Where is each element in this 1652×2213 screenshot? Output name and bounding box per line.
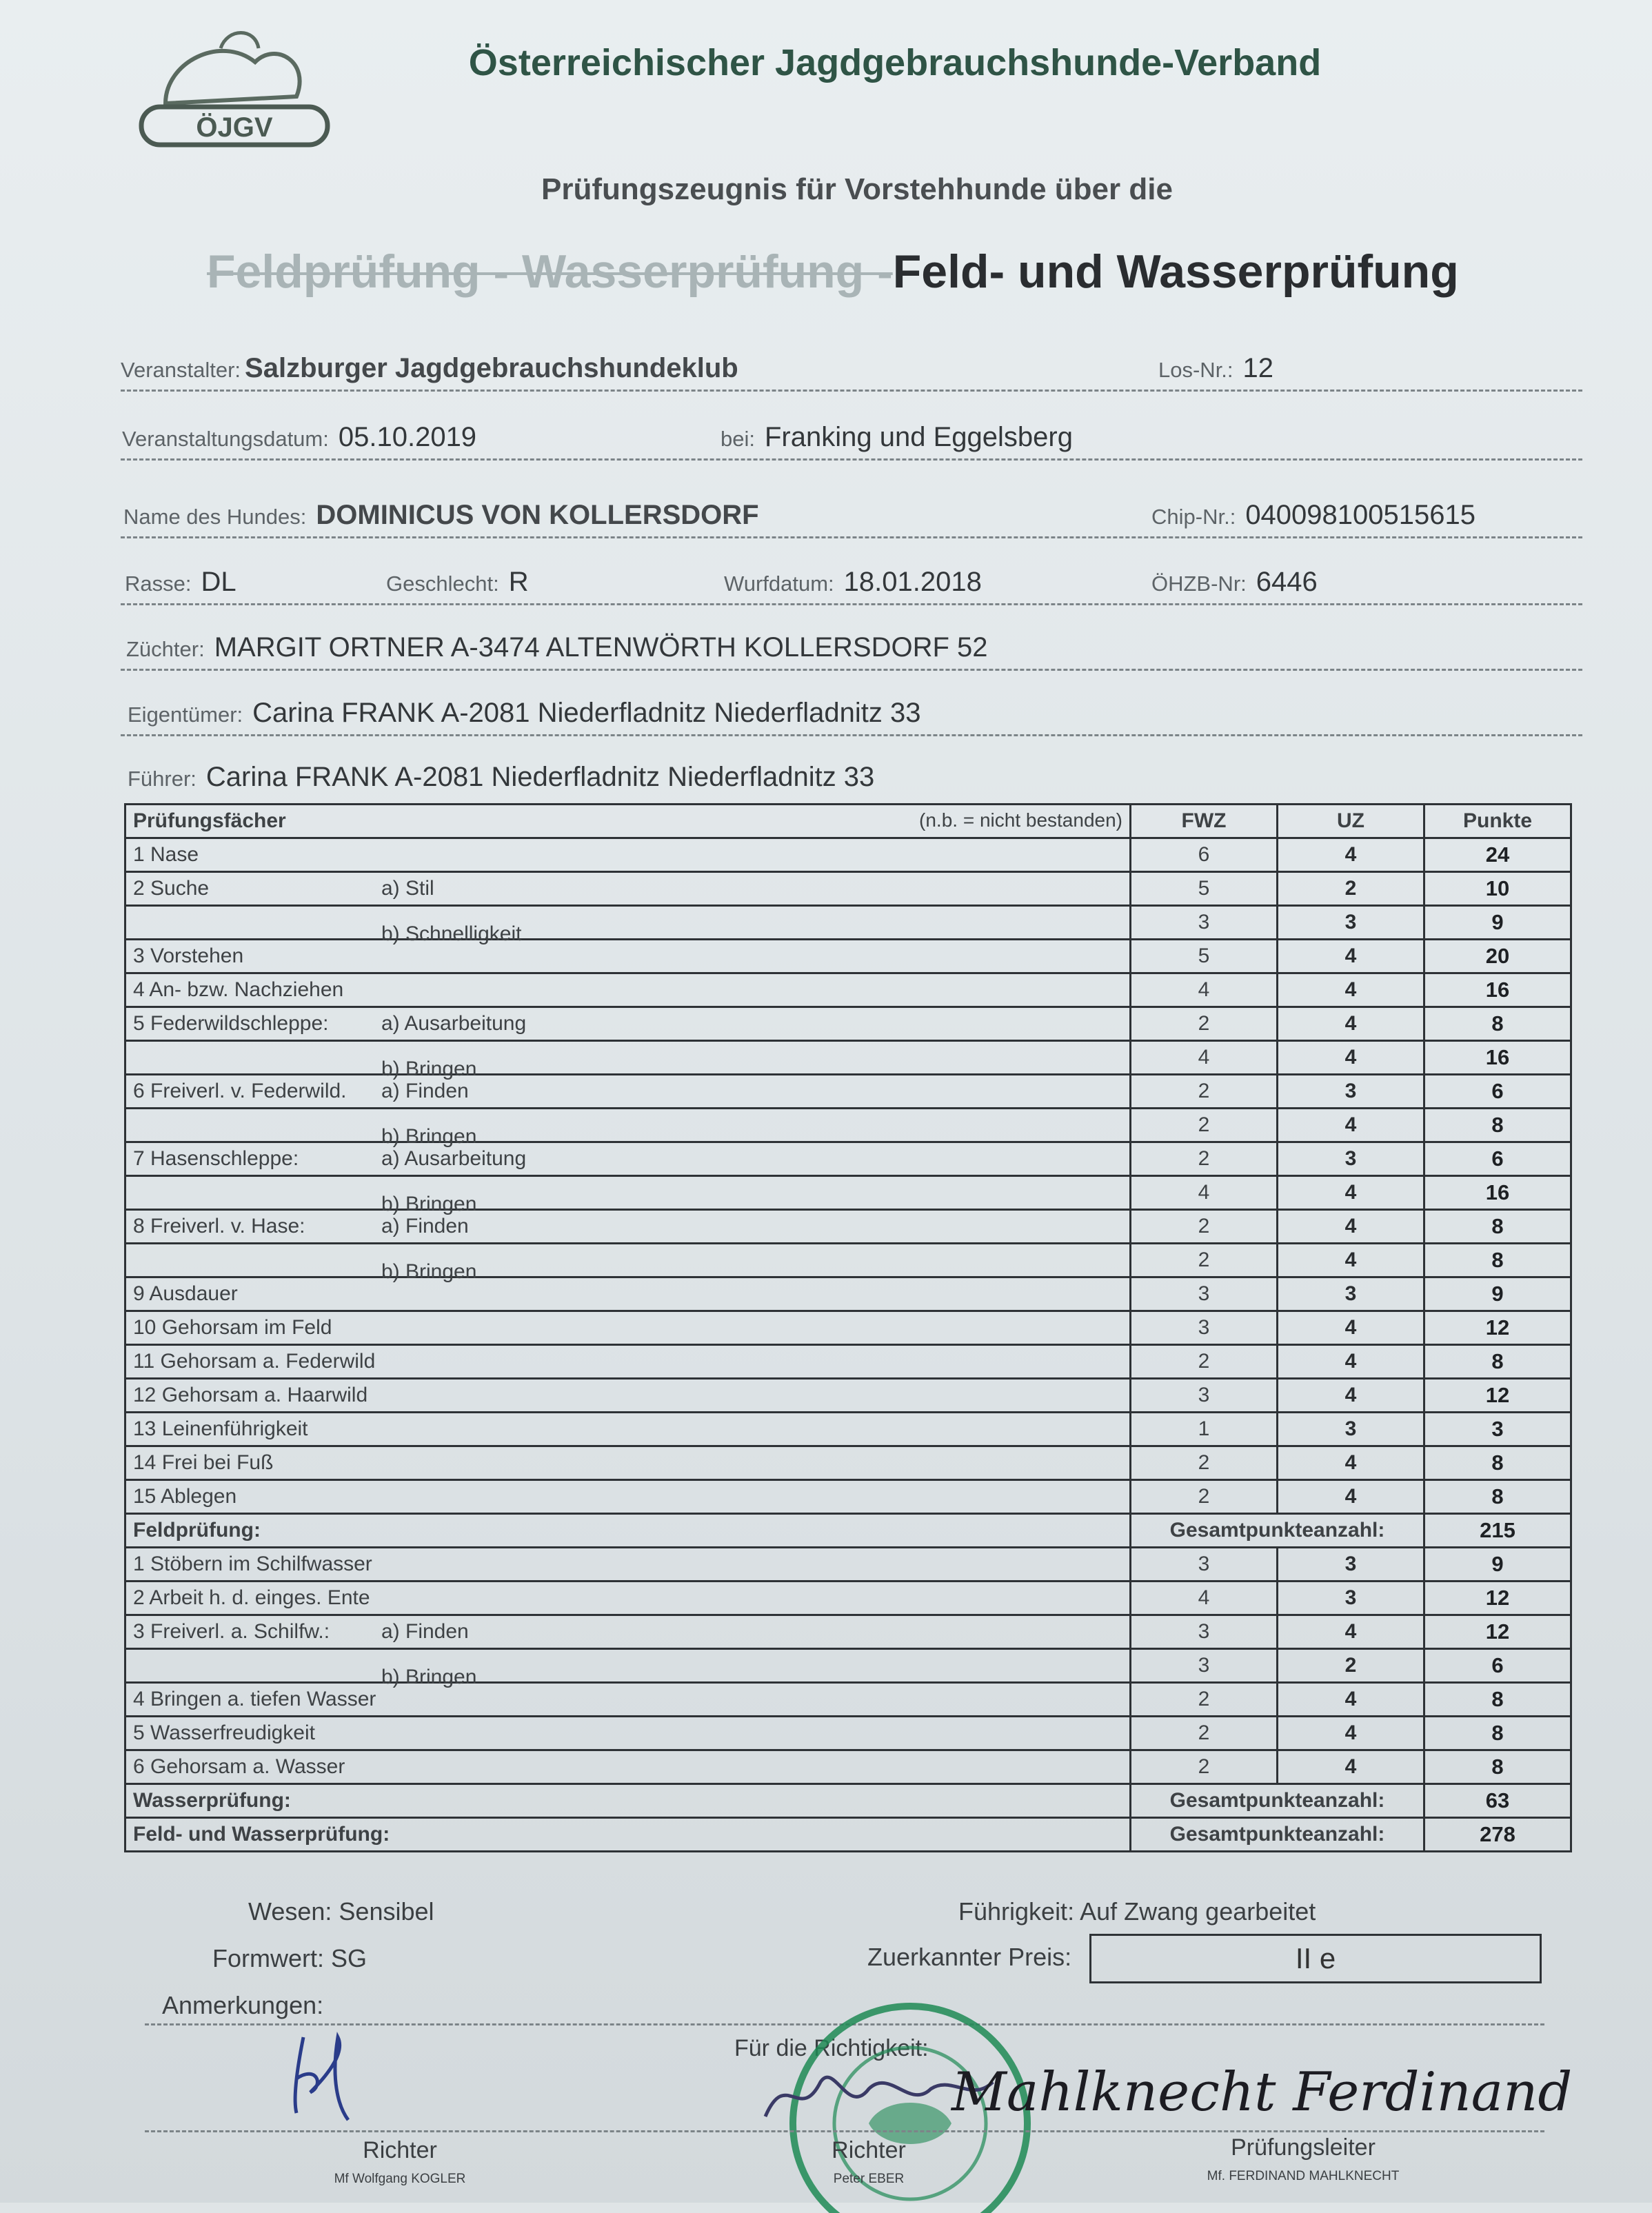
subject-name: 3 Freiverl. a. Schilfw.: — [133, 1620, 330, 1643]
subject-name: 2 Suche — [133, 877, 210, 900]
temperament-field — [248, 1897, 434, 1926]
points-cell: 8 — [1424, 1717, 1571, 1750]
uz-cell: 3 — [1278, 1582, 1424, 1615]
remarks-label: Anmerkungen: — [162, 1991, 324, 2019]
subjects-header — [125, 805, 1131, 838]
subject-cell — [125, 1176, 1131, 1215]
uz-cell: 4 — [1278, 1683, 1424, 1717]
points-cell: 16 — [1424, 1041, 1571, 1075]
subject-cell — [125, 1244, 1131, 1283]
points-cell: 9 — [1424, 1277, 1571, 1311]
dog-label: Name des Hundes: — [123, 505, 307, 529]
leader-role: Prüfungsleiter — [1231, 2134, 1376, 2161]
subject-part: b) Bringen — [381, 1666, 477, 1688]
uz-cell: 4 — [1278, 1311, 1424, 1345]
table-row — [125, 1311, 1571, 1345]
table-row — [125, 1582, 1571, 1615]
fwz-cell: 3 — [1131, 1379, 1278, 1413]
table-row — [125, 1007, 1571, 1041]
organizer-value: Salzburger Jagdgebrauchshundeklub — [245, 353, 738, 383]
points-cell: 6 — [1424, 1075, 1571, 1109]
handling-field — [958, 1897, 1316, 1926]
temperament-label: Wesen: — [248, 1897, 332, 1926]
subject-cell — [125, 1717, 1131, 1750]
table-row — [125, 1345, 1571, 1379]
subject-cell — [125, 1750, 1131, 1784]
fwz-cell: 2 — [1131, 1717, 1278, 1750]
subject-cell — [125, 1446, 1131, 1480]
judge1-role: Richter — [363, 2137, 437, 2163]
lot-value: 12 — [1242, 353, 1274, 383]
table-row — [125, 1075, 1571, 1109]
table-row — [125, 940, 1571, 973]
breeder-row — [121, 627, 1582, 671]
fwz-cell: 3 — [1131, 1649, 1278, 1683]
total-section-label: Wasserprüfung: — [125, 1784, 1131, 1818]
total-value: 278 — [1424, 1818, 1571, 1852]
subject-cell — [125, 1582, 1131, 1615]
points-cell: 3 — [1424, 1413, 1571, 1446]
uz-cell: 3 — [1278, 1413, 1424, 1446]
sex-value: R — [508, 567, 529, 597]
points-cell: 8 — [1424, 1446, 1571, 1480]
table-row — [125, 1649, 1571, 1683]
subject-name: 2 Arbeit h. d. einges. Ente — [133, 1586, 370, 1609]
table-row — [125, 1615, 1571, 1649]
fwz-cell: 3 — [1131, 906, 1278, 940]
points-cell: 8 — [1424, 1683, 1571, 1717]
fwz-cell: 4 — [1131, 1582, 1278, 1615]
total-section-label: Feldprüfung: — [125, 1514, 1131, 1548]
table-row — [125, 906, 1571, 940]
breed-row — [121, 562, 1582, 605]
signature-line — [145, 2130, 1544, 2132]
fwz-cell: 2 — [1131, 1142, 1278, 1176]
total-label: Gesamtpunkteanzahl: — [1131, 1818, 1424, 1852]
subject-cell — [125, 1075, 1131, 1109]
owner-value: Carina FRANK A-2081 Niederfladnitz Niederfladnitz 33 — [252, 698, 921, 728]
birth-value: 18.01.2018 — [843, 567, 982, 597]
subject-part: b) Bringen — [381, 1260, 477, 1283]
organization-title: Österreichischer Jagdgebrauchshunde-Verband — [468, 42, 1322, 83]
points-cell: 8 — [1424, 1210, 1571, 1244]
fwz-cell: 3 — [1131, 1548, 1278, 1582]
table-row — [125, 872, 1571, 906]
total-label: Gesamtpunkteanzahl: — [1131, 1514, 1424, 1548]
judge2-name: Peter EBER — [833, 2172, 905, 2186]
fwz-cell: 2 — [1131, 1480, 1278, 1514]
subject-cell — [125, 1210, 1131, 1244]
table-row — [125, 838, 1571, 872]
fwz-header: FWZ — [1131, 805, 1278, 838]
uz-cell: 4 — [1278, 1717, 1424, 1750]
ohzb-value: 6446 — [1256, 567, 1318, 597]
form-field — [212, 1944, 367, 1973]
subjects-header-label: Prüfungsfächer — [133, 809, 286, 832]
fwz-cell: 2 — [1131, 1210, 1278, 1244]
form-value: SG — [331, 1944, 367, 1972]
table-row — [125, 1142, 1571, 1176]
subject-cell — [125, 940, 1131, 973]
fwz-cell: 3 — [1131, 1615, 1278, 1649]
table-row — [125, 1041, 1571, 1075]
ohzb-label: ÖHZB-Nr: — [1151, 572, 1247, 596]
subject-name: 9 Ausdauer — [133, 1282, 238, 1305]
uz-cell: 4 — [1278, 1345, 1424, 1379]
uz-cell: 3 — [1278, 906, 1424, 940]
subject-name: 15 Ablegen — [133, 1485, 237, 1508]
subject-cell — [125, 1683, 1131, 1717]
points-cell: 6 — [1424, 1142, 1571, 1176]
certificate-subtitle: Prüfungszeugnis für Vorstehhunde über die — [541, 172, 1173, 206]
handling-label: Führigkeit: — [958, 1897, 1075, 1926]
subject-name: 5 Wasserfreudigkeit — [133, 1721, 315, 1744]
exam-type-selected: Feld- und Wasserprüfung — [892, 245, 1459, 298]
table-row — [125, 1446, 1571, 1480]
fwz-cell: 3 — [1131, 1277, 1278, 1311]
uz-cell: 4 — [1278, 1176, 1424, 1210]
owner-label: Eigentümer: — [128, 703, 243, 727]
subject-name: 11 Gehorsam a. Federwild — [133, 1350, 376, 1373]
points-header: Punkte — [1424, 805, 1571, 838]
fwz-cell: 5 — [1131, 872, 1278, 906]
uz-cell: 4 — [1278, 1379, 1424, 1413]
subject-name: 4 An- bzw. Nachziehen — [133, 978, 344, 1001]
subject-cell — [125, 1379, 1131, 1413]
fwz-cell: 5 — [1131, 940, 1278, 973]
place-value: Franking und Eggelsberg — [764, 422, 1073, 452]
subject-part: a) Ausarbeitung — [381, 1012, 527, 1035]
subject-part: b) Bringen — [381, 1125, 477, 1148]
table-row — [125, 1176, 1571, 1210]
table-row — [125, 1379, 1571, 1413]
breeder-label: Züchter: — [126, 637, 205, 661]
subject-cell — [125, 1548, 1131, 1582]
subject-name: 14 Frei bei Fuß — [133, 1451, 274, 1474]
correctness-label: Für die Richtigkeit: — [734, 2035, 929, 2061]
form-label: Formwert: — [212, 1944, 324, 1972]
uz-header: UZ — [1278, 805, 1424, 838]
subject-part: a) Stil — [381, 877, 434, 900]
handling-value: Auf Zwang gearbeitet — [1080, 1897, 1316, 1926]
subject-cell — [125, 1277, 1131, 1311]
temperament-value: Sensibel — [339, 1897, 434, 1926]
fwz-cell: 4 — [1131, 973, 1278, 1007]
points-cell: 9 — [1424, 906, 1571, 940]
exam-type-heading — [207, 245, 1459, 299]
fwz-cell: 3 — [1131, 1311, 1278, 1345]
date-label: Veranstaltungsdatum: — [122, 427, 329, 451]
points-cell: 9 — [1424, 1548, 1571, 1582]
subject-name: 1 Stöbern im Schilfwasser — [133, 1553, 372, 1575]
uz-cell: 4 — [1278, 1750, 1424, 1784]
logo-lettering: ÖJGV — [196, 112, 273, 143]
breed-value: DL — [201, 567, 236, 597]
table-row — [125, 1717, 1571, 1750]
subject-cell — [125, 1142, 1131, 1176]
uz-cell: 4 — [1278, 1210, 1424, 1244]
points-cell: 12 — [1424, 1379, 1571, 1413]
uz-cell: 4 — [1278, 1446, 1424, 1480]
combined-total-row — [125, 1818, 1571, 1852]
date-row — [121, 417, 1582, 461]
table-row — [125, 1683, 1571, 1717]
subject-part: b) Schnelligkeit — [381, 922, 522, 945]
lot-label: Los-Nr.: — [1158, 358, 1233, 382]
points-cell: 24 — [1424, 838, 1571, 872]
points-cell: 8 — [1424, 1109, 1571, 1142]
birth-label: Wurfdatum: — [724, 572, 834, 596]
uz-cell: 4 — [1278, 940, 1424, 973]
points-cell: 6 — [1424, 1649, 1571, 1683]
uz-cell: 4 — [1278, 1615, 1424, 1649]
table-row — [125, 1750, 1571, 1784]
field-total-row — [125, 1514, 1571, 1548]
subject-part: a) Finden — [381, 1215, 469, 1237]
table-row — [125, 1210, 1571, 1244]
subject-cell — [125, 838, 1131, 872]
table-row — [125, 1548, 1571, 1582]
subject-name: 12 Gehorsam a. Haarwild — [133, 1384, 368, 1406]
subject-cell — [125, 973, 1131, 1007]
subject-cell — [125, 1413, 1131, 1446]
table-row — [125, 1109, 1571, 1142]
uz-cell: 3 — [1278, 1075, 1424, 1109]
fwz-cell: 2 — [1131, 1075, 1278, 1109]
subject-name: 6 Gehorsam a. Wasser — [133, 1755, 345, 1778]
uz-cell: 3 — [1278, 1142, 1424, 1176]
subject-cell — [125, 1480, 1131, 1514]
uz-cell: 4 — [1278, 1480, 1424, 1514]
subject-name: 5 Federwildschleppe: — [133, 1012, 329, 1035]
uz-cell: 4 — [1278, 973, 1424, 1007]
leader-signature: Mahlknecht Ferdinand — [951, 2061, 1573, 2123]
judge1-signature-mark — [283, 2023, 393, 2127]
grades-table — [124, 803, 1572, 1852]
organizer-label: Veranstalter: — [121, 358, 241, 382]
subject-name: 4 Bringen a. tiefen Wasser — [133, 1688, 376, 1710]
subject-cell — [125, 1311, 1131, 1345]
fwz-cell: 4 — [1131, 1176, 1278, 1210]
fwz-cell: 2 — [1131, 1750, 1278, 1784]
sex-label: Geschlecht: — [386, 572, 499, 596]
points-cell: 12 — [1424, 1582, 1571, 1615]
subject-cell — [125, 1007, 1131, 1041]
subject-name: 10 Gehorsam im Feld — [133, 1316, 332, 1339]
place-label: bei: — [721, 427, 755, 451]
table-row — [125, 1277, 1571, 1311]
date-value: 05.10.2019 — [338, 422, 477, 452]
not-passed-note: (n.b. = nicht bestanden) — [919, 809, 1122, 831]
uz-cell: 4 — [1278, 838, 1424, 872]
points-cell: 8 — [1424, 1345, 1571, 1379]
prize-label: Zuerkannter Preis: — [867, 1943, 1072, 1971]
subject-part: a) Ausarbeitung — [381, 1147, 527, 1170]
chip-label: Chip-Nr.: — [1151, 505, 1236, 529]
breeder-value: MARGIT ORTNER A-3474 ALTENWÖRTH KOLLERSDORF 52 — [214, 632, 988, 663]
uz-cell: 2 — [1278, 872, 1424, 906]
uz-cell: 4 — [1278, 1041, 1424, 1075]
uz-cell: 4 — [1278, 1244, 1424, 1277]
points-cell: 8 — [1424, 1007, 1571, 1041]
handler-row — [128, 762, 874, 793]
fwz-cell: 2 — [1131, 1683, 1278, 1717]
fwz-cell: 2 — [1131, 1446, 1278, 1480]
fwz-cell: 4 — [1131, 1041, 1278, 1075]
subject-cell — [125, 1649, 1131, 1688]
breed-label: Rasse: — [125, 572, 192, 596]
points-cell: 8 — [1424, 1480, 1571, 1514]
points-cell: 12 — [1424, 1615, 1571, 1649]
table-row — [125, 1413, 1571, 1446]
subject-name: 6 Freiverl. v. Federwild. — [133, 1080, 347, 1102]
handler-label: Führer: — [128, 767, 197, 791]
water-total-row — [125, 1784, 1571, 1818]
leader-name: Mf. FERDINAND MAHLKNECHT — [1207, 2169, 1400, 2183]
subject-name: 7 Hasenschleppe: — [133, 1147, 299, 1170]
judge1-name: Mf Wolfgang KOGLER — [334, 2172, 466, 2186]
fwz-cell: 2 — [1131, 1244, 1278, 1277]
uz-cell: 3 — [1278, 1548, 1424, 1582]
subject-part: a) Finden — [381, 1620, 469, 1643]
points-cell: 8 — [1424, 1750, 1571, 1784]
total-value: 215 — [1424, 1514, 1571, 1548]
points-cell: 8 — [1424, 1244, 1571, 1277]
subject-cell — [125, 906, 1131, 945]
total-section-label: Feld- und Wasserprüfung: — [125, 1818, 1131, 1852]
points-cell: 10 — [1424, 872, 1571, 906]
table-header-row — [125, 805, 1571, 838]
points-cell: 16 — [1424, 1176, 1571, 1210]
table-row — [125, 973, 1571, 1007]
subject-cell — [125, 1041, 1131, 1080]
points-cell: 12 — [1424, 1311, 1571, 1345]
subject-cell — [125, 1109, 1131, 1148]
fwz-cell: 2 — [1131, 1345, 1278, 1379]
subject-name: 3 Vorstehen — [133, 944, 244, 967]
judge2-role: Richter — [832, 2137, 906, 2163]
owner-row — [121, 693, 1582, 736]
uz-cell: 4 — [1278, 1109, 1424, 1142]
points-cell: 20 — [1424, 940, 1571, 973]
subject-name: 1 Nase — [133, 843, 199, 866]
fwz-cell: 1 — [1131, 1413, 1278, 1446]
dog-row — [121, 495, 1582, 538]
subject-cell — [125, 1615, 1131, 1649]
table-row — [125, 1480, 1571, 1514]
points-cell: 16 — [1424, 973, 1571, 1007]
subject-part: b) Bringen — [381, 1058, 477, 1080]
fwz-cell: 2 — [1131, 1007, 1278, 1041]
prize-value: II e — [1089, 1934, 1542, 1983]
subject-name: 13 Leinenführigkeit — [133, 1417, 308, 1440]
subject-part: b) Bringen — [381, 1193, 477, 1215]
table-row — [125, 1244, 1571, 1277]
subject-cell — [125, 1345, 1131, 1379]
dog-name-value: DOMINICUS VON KOLLERSDORF — [316, 500, 759, 530]
uz-cell: 3 — [1278, 1277, 1424, 1311]
uz-cell: 2 — [1278, 1649, 1424, 1683]
total-value: 63 — [1424, 1784, 1571, 1818]
struck-exam-types: Feldprüfung - Wasserprüfung - — [207, 245, 893, 298]
subject-name: 8 Freiverl. v. Hase: — [133, 1215, 305, 1237]
organizer-row — [121, 348, 1582, 392]
chip-value: 040098100515615 — [1245, 500, 1476, 530]
total-label: Gesamtpunkteanzahl: — [1131, 1784, 1424, 1818]
subject-cell — [125, 872, 1131, 906]
fwz-cell: 2 — [1131, 1109, 1278, 1142]
uz-cell: 4 — [1278, 1007, 1424, 1041]
handler-value: Carina FRANK A-2081 Niederfladnitz Niederfladnitz 33 — [205, 762, 875, 792]
fwz-cell: 6 — [1131, 838, 1278, 872]
subject-part: a) Finden — [381, 1080, 469, 1102]
